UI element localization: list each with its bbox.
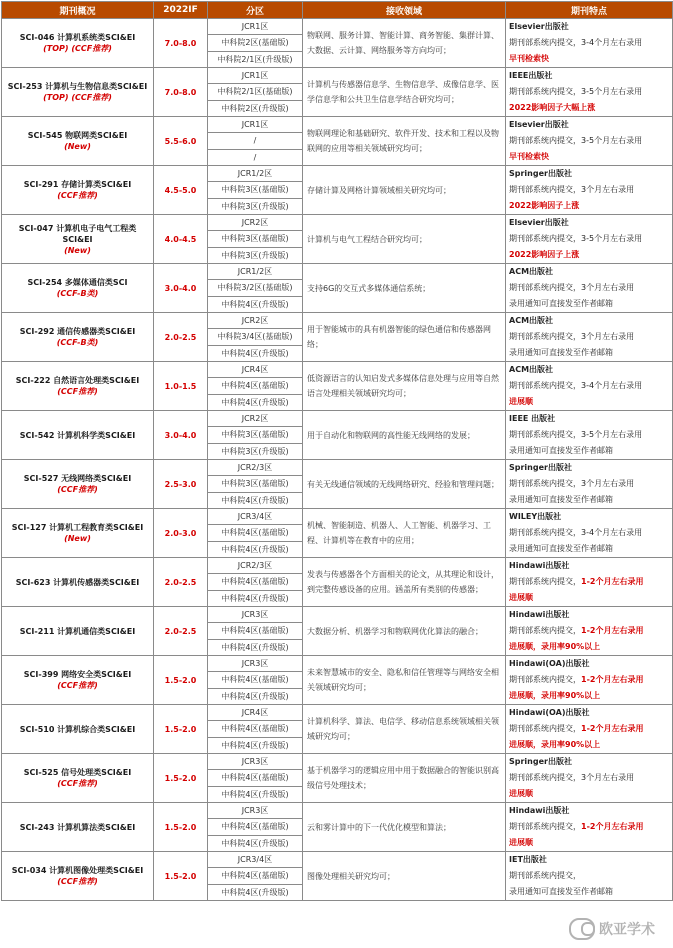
journal-overview-cell bbox=[2, 754, 154, 803]
journal-name: SCI-291 存储计算类SCI&EI bbox=[23, 180, 132, 189]
partition-cell: 中科院4区(基础版) bbox=[208, 770, 303, 786]
publisher: WILEY出版社 bbox=[509, 512, 562, 521]
table-row bbox=[2, 558, 673, 574]
review-period-text: 期刊部系统内提交， bbox=[509, 626, 581, 635]
journal-name: SCI-046 计算机系统类SCI&EI bbox=[19, 33, 136, 42]
publisher: IET出版社 bbox=[509, 855, 547, 864]
impact-factor: 1.5-2.0 bbox=[154, 754, 208, 803]
publisher: IEEE出版社 bbox=[509, 71, 553, 80]
impact-factor: 3.0-4.0 bbox=[154, 264, 208, 313]
publisher: ACM出版社 bbox=[509, 316, 554, 325]
scope-cell: 存储计算及网格计算领域相关研究均可； bbox=[303, 166, 506, 215]
journal-tag: (CCF推荐) bbox=[57, 681, 98, 690]
review-period-text: 期刊部系统内提交，3个月左右录用 bbox=[509, 479, 635, 488]
partition-cell: 中科院3区(升级版) bbox=[208, 443, 303, 459]
journal-note: 2022影响因子上涨 bbox=[509, 201, 580, 210]
journal-tag: (CCF推荐) bbox=[57, 779, 98, 788]
features-cell bbox=[506, 754, 673, 803]
journal-name: SCI-525 信号处理类SCI&EI bbox=[23, 768, 132, 777]
review-period bbox=[509, 35, 669, 51]
publisher: IEEE 出版社 bbox=[509, 414, 556, 423]
publisher: Hindawi出版社 bbox=[509, 610, 570, 619]
review-period-text: 期刊部系统内提交， bbox=[509, 577, 581, 586]
partition-cell: 中科院4区(基础版) bbox=[208, 819, 303, 835]
scope-cell: 未来智慧城市的安全、隐私和信任管理等与网络安全相关领域研究均可； bbox=[303, 656, 506, 705]
journal-note: 录用通知可直接发至作者邮箱 bbox=[509, 446, 613, 455]
review-period-highlight: 1-2个月左右录用 bbox=[581, 822, 644, 831]
journal-note: 录用通知可直接发至作者邮箱 bbox=[509, 544, 613, 553]
journal-note: 录用通知可直接发至作者邮箱 bbox=[509, 887, 613, 896]
features-cell bbox=[506, 117, 673, 166]
review-period-text: 期刊部系统内提交，3-5个月左右录用 bbox=[509, 136, 643, 145]
partition-cell: JCR2区 bbox=[208, 411, 303, 427]
features-cell bbox=[506, 411, 673, 460]
review-period-text: 期刊部系统内提交， bbox=[509, 675, 581, 684]
review-period-text: 期刊部系统内提交，3-5个月左右录用 bbox=[509, 430, 643, 439]
partition-cell: / bbox=[208, 133, 303, 149]
journal-tag: (TOP) (CCF推荐) bbox=[43, 93, 112, 102]
journal-overview-cell bbox=[2, 607, 154, 656]
partition-cell: 中科院4区(升级版) bbox=[208, 688, 303, 704]
review-period bbox=[509, 231, 669, 247]
watermark-text: 欧亚学术 bbox=[599, 922, 655, 938]
journal-name: SCI-222 自然语言处理类SCI&EI bbox=[15, 376, 140, 385]
journal-note: 进展顺 bbox=[509, 789, 533, 798]
features-cell bbox=[506, 313, 673, 362]
impact-factor: 4.5-5.0 bbox=[154, 166, 208, 215]
journal-note: 进展顺，录用率90%以上 bbox=[509, 740, 601, 749]
table-row bbox=[2, 705, 673, 721]
publisher: Springer出版社 bbox=[509, 169, 572, 178]
review-period bbox=[509, 280, 669, 296]
journal-overview-cell bbox=[2, 705, 154, 754]
scope-cell: 计算机科学、算法、电信学、移动信息系统领域相关领域研究均可； bbox=[303, 705, 506, 754]
features-cell bbox=[506, 705, 673, 754]
scope-cell: 计算机与传感器信息学、生物信息学、成像信息学、医学信息学和公共卫生信息学结合研究均可； bbox=[303, 68, 506, 117]
journal-table bbox=[1, 1, 673, 901]
partition-cell: JCR1/2区 bbox=[208, 264, 303, 280]
review-period bbox=[509, 329, 669, 345]
table-row bbox=[2, 19, 673, 35]
review-period bbox=[509, 182, 669, 198]
partition-cell: / bbox=[208, 149, 303, 165]
impact-factor: 1.5-2.0 bbox=[154, 705, 208, 754]
partition-cell: JCR4区 bbox=[208, 362, 303, 378]
journal-tag: (CCF-B类) bbox=[56, 289, 99, 298]
partition-cell: 中科院4区(升级版) bbox=[208, 835, 303, 851]
journal-note: 进展顺，录用率90%以上 bbox=[509, 691, 601, 700]
wechat-icon bbox=[569, 918, 595, 940]
journal-tag: (CCF推荐) bbox=[57, 485, 98, 494]
impact-factor: 7.0-8.0 bbox=[154, 19, 208, 68]
impact-factor: 1.0-1.5 bbox=[154, 362, 208, 411]
review-period bbox=[509, 819, 669, 835]
impact-factor: 2.5-3.0 bbox=[154, 460, 208, 509]
impact-factor: 2.0-3.0 bbox=[154, 509, 208, 558]
journal-name: SCI-034 计算机图像处理类SCI&EI bbox=[11, 866, 144, 875]
features-cell bbox=[506, 656, 673, 705]
partition-cell: JCR3区 bbox=[208, 656, 303, 672]
table-row bbox=[2, 656, 673, 672]
journal-note: 早刊检索快 bbox=[509, 152, 549, 161]
journal-note: 录用通知可直接发至作者邮箱 bbox=[509, 348, 613, 357]
journal-name: SCI-211 计算机通信类SCI&EI bbox=[19, 626, 136, 636]
table-row bbox=[2, 313, 673, 329]
features-cell bbox=[506, 215, 673, 264]
partition-cell: 中科院3区(升级版) bbox=[208, 247, 303, 263]
publisher: Springer出版社 bbox=[509, 757, 572, 766]
journal-note: 进展顺 bbox=[509, 593, 533, 602]
header-scope: 接收领域 bbox=[303, 2, 506, 19]
partition-cell: JCR3区 bbox=[208, 607, 303, 623]
table-row bbox=[2, 607, 673, 623]
review-period bbox=[509, 672, 669, 688]
journal-tag: (New) bbox=[64, 534, 91, 543]
journal-name: SCI-243 计算机算法类SCI&EI bbox=[19, 822, 136, 832]
partition-cell: JCR3/4区 bbox=[208, 852, 303, 868]
journal-overview-cell bbox=[2, 264, 154, 313]
journal-name: SCI-047 计算机电子电气工程类SCI&EI bbox=[18, 223, 137, 244]
journal-overview-cell bbox=[2, 19, 154, 68]
scope-cell: 用于智能城市的具有机器智能的绿色通信和传感器网络； bbox=[303, 313, 506, 362]
partition-cell: 中科院2区(升级版) bbox=[208, 100, 303, 116]
partition-cell: JCR1区 bbox=[208, 117, 303, 133]
partition-cell: 中科院3区(基础版) bbox=[208, 427, 303, 443]
header-features: 期刊特点 bbox=[506, 2, 673, 19]
table-row bbox=[2, 509, 673, 525]
partition-cell: 中科院4区(升级版) bbox=[208, 639, 303, 655]
scope-cell: 基于机器学习的逻辑应用中用于数据融合的智能识别高级信号处理技术； bbox=[303, 754, 506, 803]
partition-cell: JCR1/2区 bbox=[208, 166, 303, 182]
partition-cell: JCR2区 bbox=[208, 215, 303, 231]
partition-cell: JCR2/3区 bbox=[208, 558, 303, 574]
journal-name: SCI-254 多媒体通信类SCI bbox=[27, 278, 128, 287]
publisher: ACM出版社 bbox=[509, 365, 554, 374]
partition-cell: 中科院4区(基础版) bbox=[208, 868, 303, 884]
table-header-row bbox=[2, 2, 673, 19]
impact-factor: 2.0-2.5 bbox=[154, 313, 208, 362]
partition-cell: 中科院4区(基础版) bbox=[208, 721, 303, 737]
partition-cell: 中科院3/4区(基础版) bbox=[208, 329, 303, 345]
review-period bbox=[509, 133, 669, 149]
journal-overview-cell bbox=[2, 117, 154, 166]
table-body bbox=[2, 19, 673, 901]
features-cell bbox=[506, 852, 673, 901]
partition-cell: 中科院4区(升级版) bbox=[208, 492, 303, 508]
journal-overview-cell bbox=[2, 803, 154, 852]
partition-cell: 中科院3区(升级版) bbox=[208, 198, 303, 214]
impact-factor: 5.5-6.0 bbox=[154, 117, 208, 166]
review-period-text: 期刊部系统内提交， bbox=[509, 822, 581, 831]
partition-cell: 中科院4区(基础版) bbox=[208, 525, 303, 541]
review-period-text: 期刊部系统内提交，3个月左右录用 bbox=[509, 773, 635, 782]
partition-cell: JCR2区 bbox=[208, 313, 303, 329]
partition-cell: 中科院4区(升级版) bbox=[208, 737, 303, 753]
partition-cell: 中科院4区(升级版) bbox=[208, 884, 303, 900]
features-cell bbox=[506, 264, 673, 313]
journal-overview-cell bbox=[2, 558, 154, 607]
review-period bbox=[509, 427, 669, 443]
partition-cell: 中科院2/1区(基础版) bbox=[208, 84, 303, 100]
partition-cell: 中科院4区(基础版) bbox=[208, 623, 303, 639]
impact-factor: 2.0-2.5 bbox=[154, 558, 208, 607]
journal-name: SCI-545 物联网类SCI&EI bbox=[27, 131, 128, 140]
scope-cell: 物联网理论和基础研究、软件开发、技术和工程以及物联网的应用等相关领域研究均可； bbox=[303, 117, 506, 166]
journal-overview-cell bbox=[2, 362, 154, 411]
journal-overview-cell bbox=[2, 656, 154, 705]
publisher: Elsevier出版社 bbox=[509, 218, 569, 227]
scope-cell: 发表与传感器各个方面相关的论文，从其理论和设计，到完整传感设备的应用。涵盖所有类别的传感器； bbox=[303, 558, 506, 607]
journal-overview-cell bbox=[2, 166, 154, 215]
review-period bbox=[509, 574, 669, 590]
features-cell bbox=[506, 460, 673, 509]
features-cell bbox=[506, 509, 673, 558]
journal-overview-cell bbox=[2, 509, 154, 558]
journal-tag: (CCF-B类) bbox=[56, 338, 99, 347]
review-period-text: 期刊部系统内提交，3个月左右录用 bbox=[509, 332, 635, 341]
partition-cell: 中科院3/2区(基础版) bbox=[208, 280, 303, 296]
scope-cell: 图像处理相关研究均可； bbox=[303, 852, 506, 901]
partition-cell: 中科院3区(基础版) bbox=[208, 182, 303, 198]
scope-cell: 物联网、服务计算、智能计算、商务智能、集群计算、大数据、云计算、网络服务等方向均可； bbox=[303, 19, 506, 68]
publisher: Hindawi出版社 bbox=[509, 561, 570, 570]
review-period-highlight: 1-2个月左右录用 bbox=[581, 626, 644, 635]
journal-note: 录用通知可直接发至作者邮箱 bbox=[509, 495, 613, 504]
review-period bbox=[509, 378, 669, 394]
journal-tag: (New) bbox=[64, 142, 91, 151]
publisher: Hindawi出版社 bbox=[509, 806, 570, 815]
journal-name: SCI-623 计算机传感器类SCI&EI bbox=[15, 577, 140, 587]
partition-cell: JCR1区 bbox=[208, 19, 303, 35]
scope-cell: 机械、智能制造、机器人、人工智能、机器学习、工程、计算机等在教育中的应用； bbox=[303, 509, 506, 558]
journal-note: 进展顺，录用率90%以上 bbox=[509, 642, 601, 651]
review-period bbox=[509, 770, 669, 786]
review-period-text: 期刊部系统内提交， bbox=[509, 871, 581, 880]
impact-factor: 1.5-2.0 bbox=[154, 803, 208, 852]
publisher: Elsevier出版社 bbox=[509, 22, 569, 31]
table-row bbox=[2, 460, 673, 476]
partition-cell: 中科院4区(基础版) bbox=[208, 672, 303, 688]
journal-tag: (CCF推荐) bbox=[57, 387, 98, 396]
features-cell bbox=[506, 803, 673, 852]
scope-cell: 计算机与电气工程结合研究均可； bbox=[303, 215, 506, 264]
scope-cell: 支持6G的交互式多媒体通信系统； bbox=[303, 264, 506, 313]
scope-cell: 云和雾计算中的下一代优化模型和算法； bbox=[303, 803, 506, 852]
partition-cell: 中科院4区(基础版) bbox=[208, 574, 303, 590]
partition-cell: 中科院4区(升级版) bbox=[208, 786, 303, 802]
review-period-highlight: 1-2个月左右录用 bbox=[581, 675, 644, 684]
publisher: Elsevier出版社 bbox=[509, 120, 569, 129]
journal-name: SCI-127 计算机工程教育类SCI&EI bbox=[11, 523, 144, 532]
journal-overview-cell bbox=[2, 68, 154, 117]
impact-factor: 2.0-2.5 bbox=[154, 607, 208, 656]
watermark bbox=[569, 918, 655, 940]
features-cell bbox=[506, 19, 673, 68]
review-period bbox=[509, 525, 669, 541]
publisher: Hindawi(OA)出版社 bbox=[509, 708, 590, 717]
journal-tag: (CCF推荐) bbox=[57, 191, 98, 200]
review-period bbox=[509, 84, 669, 100]
table-row bbox=[2, 117, 673, 133]
partition-cell: 中科院4区(升级版) bbox=[208, 541, 303, 557]
journal-note: 进展顺 bbox=[509, 838, 533, 847]
table-row bbox=[2, 166, 673, 182]
review-period-text: 期刊部系统内提交，3-4个月左右录用 bbox=[509, 381, 643, 390]
journal-name: SCI-542 计算机科学类SCI&EI bbox=[19, 430, 136, 440]
review-period bbox=[509, 868, 669, 884]
table-row bbox=[2, 68, 673, 84]
review-period-text: 期刊部系统内提交，3-4个月左右录用 bbox=[509, 38, 643, 47]
journal-tag: (CCF推荐) bbox=[57, 877, 98, 886]
features-cell bbox=[506, 558, 673, 607]
impact-factor: 3.0-4.0 bbox=[154, 411, 208, 460]
journal-note: 早刊检索快 bbox=[509, 54, 549, 63]
review-period-text: 期刊部系统内提交，3个月左右录用 bbox=[509, 283, 635, 292]
journal-overview-cell bbox=[2, 411, 154, 460]
table-row bbox=[2, 754, 673, 770]
partition-cell: 中科院2区(基础版) bbox=[208, 35, 303, 51]
review-period bbox=[509, 623, 669, 639]
partition-cell: 中科院4区(升级版) bbox=[208, 590, 303, 606]
publisher: Hindawi(OA)出版社 bbox=[509, 659, 590, 668]
partition-cell: JCR4区 bbox=[208, 705, 303, 721]
review-period-text: 期刊部系统内提交，3-5个月左右录用 bbox=[509, 234, 643, 243]
journal-overview-cell bbox=[2, 852, 154, 901]
journal-note: 进展顺 bbox=[509, 397, 533, 406]
journal-name: SCI-510 计算机综合类SCI&EI bbox=[19, 724, 136, 734]
header-partition: 分区 bbox=[208, 2, 303, 19]
journal-note: 录用通知可直接发至作者邮箱 bbox=[509, 299, 613, 308]
features-cell bbox=[506, 166, 673, 215]
features-cell bbox=[506, 362, 673, 411]
partition-cell: JCR2/3区 bbox=[208, 460, 303, 476]
features-cell bbox=[506, 68, 673, 117]
publisher: Springer出版社 bbox=[509, 463, 572, 472]
features-cell bbox=[506, 607, 673, 656]
partition-cell: 中科院3区(基础版) bbox=[208, 231, 303, 247]
publisher: ACM出版社 bbox=[509, 267, 554, 276]
table-row bbox=[2, 362, 673, 378]
review-period bbox=[509, 721, 669, 737]
header-if: 2022IF bbox=[154, 2, 208, 19]
table-row bbox=[2, 215, 673, 231]
partition-cell: 中科院3区(基础版) bbox=[208, 476, 303, 492]
table-row bbox=[2, 264, 673, 280]
review-period-text: 期刊部系统内提交，3个月左右录用 bbox=[509, 185, 635, 194]
review-period-text: 期刊部系统内提交，3-4个月左右录用 bbox=[509, 528, 643, 537]
journal-name: SCI-399 网络安全类SCI&EI bbox=[23, 670, 132, 679]
review-period-text: 期刊部系统内提交，3-5个月左右录用 bbox=[509, 87, 643, 96]
impact-factor: 1.5-2.0 bbox=[154, 656, 208, 705]
journal-tag: (New) bbox=[64, 245, 91, 255]
journal-name: SCI-292 通信传感器类SCI&EI bbox=[19, 327, 136, 336]
impact-factor: 1.5-2.0 bbox=[154, 852, 208, 901]
table-row bbox=[2, 852, 673, 868]
partition-cell: 中科院4区(升级版) bbox=[208, 394, 303, 410]
review-period bbox=[509, 476, 669, 492]
scope-cell: 有关无线通信领域的无线网络研究、经验和管理问题； bbox=[303, 460, 506, 509]
journal-note: 2022影响因子大幅上涨 bbox=[509, 103, 596, 112]
partition-cell: JCR3区 bbox=[208, 754, 303, 770]
journal-overview-cell bbox=[2, 215, 154, 264]
review-period-highlight: 1-2个月左右录用 bbox=[581, 724, 644, 733]
partition-cell: JCR3区 bbox=[208, 803, 303, 819]
scope-cell: 大数据分析、机器学习和物联网优化算法的融合； bbox=[303, 607, 506, 656]
impact-factor: 7.0-8.0 bbox=[154, 68, 208, 117]
partition-cell: 中科院4区(升级版) bbox=[208, 296, 303, 312]
journal-overview-cell bbox=[2, 460, 154, 509]
header-overview: 期刊概况 bbox=[2, 2, 154, 19]
table-row bbox=[2, 803, 673, 819]
review-period-highlight: 1-2个月左右录用 bbox=[581, 577, 644, 586]
review-period-text: 期刊部系统内提交， bbox=[509, 724, 581, 733]
journal-overview-cell bbox=[2, 313, 154, 362]
scope-cell: 低资源语言的认知启发式多媒体信息处理与应用等自然语言处理相关领域研究均可； bbox=[303, 362, 506, 411]
partition-cell: 中科院4区(升级版) bbox=[208, 345, 303, 361]
scope-cell: 用于自动化和物联网的高性能无线网络的发展； bbox=[303, 411, 506, 460]
partition-cell: JCR3/4区 bbox=[208, 509, 303, 525]
journal-note: 2022影响因子上涨 bbox=[509, 250, 580, 259]
journal-name: SCI-527 无线网络类SCI&EI bbox=[23, 474, 132, 483]
impact-factor: 4.0-4.5 bbox=[154, 215, 208, 264]
partition-cell: 中科院4区(基础版) bbox=[208, 378, 303, 394]
partition-cell: JCR1区 bbox=[208, 68, 303, 84]
partition-cell: 中科院2/1区(升级版) bbox=[208, 51, 303, 67]
journal-name: SCI-253 计算机与生物信息类SCI&EI bbox=[7, 82, 148, 91]
journal-tag: (TOP) (CCF推荐) bbox=[43, 44, 112, 53]
table-row bbox=[2, 411, 673, 427]
